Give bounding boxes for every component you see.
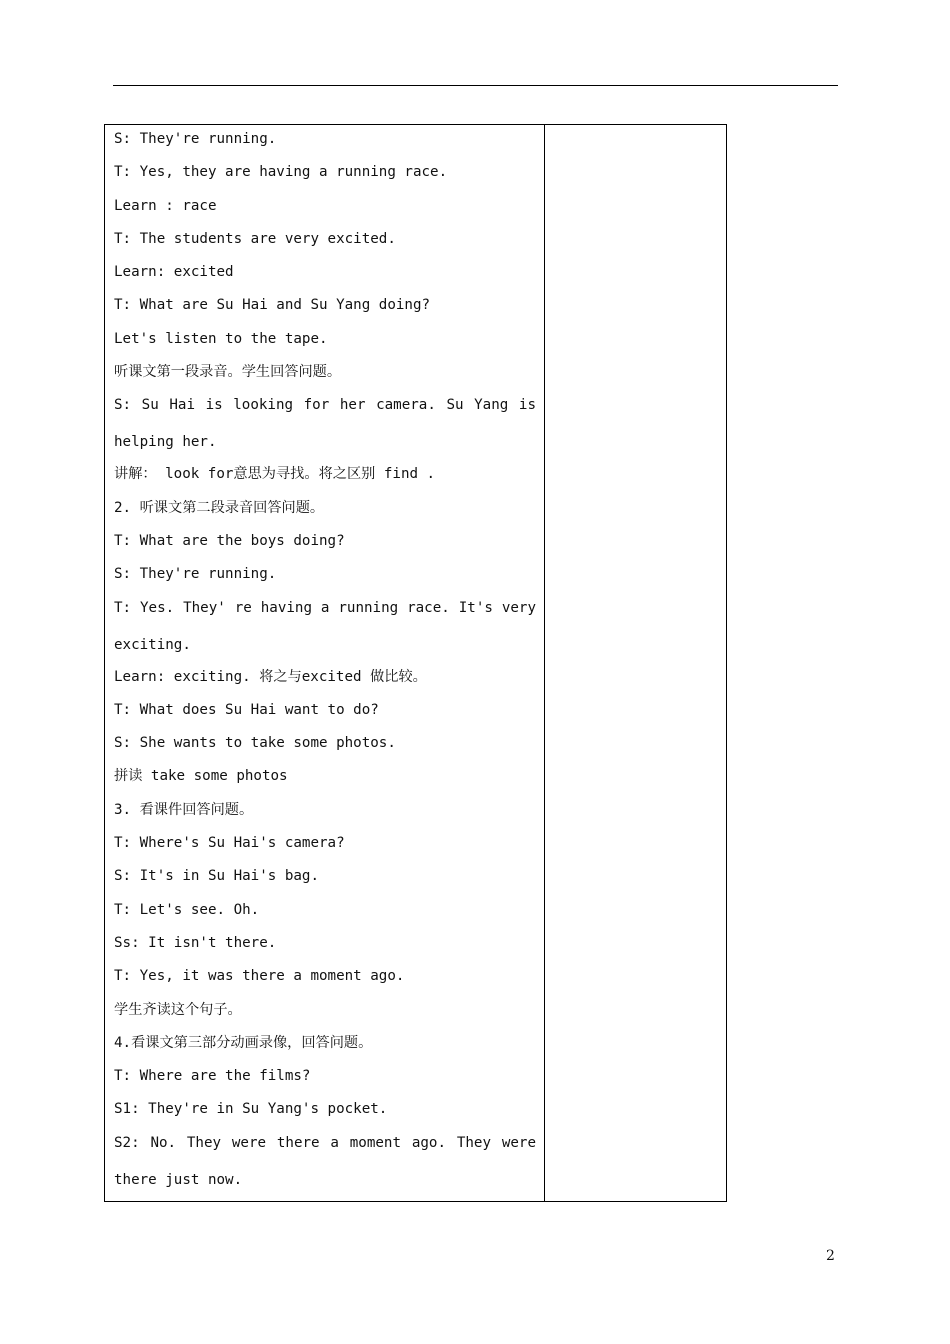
lesson-content-cell: [114, 127, 536, 1200]
content-line: Learn: exciting. 将之与excited 做比较。: [114, 668, 427, 685]
content-line: Learn : race: [114, 197, 217, 214]
content-line: 3. 看课件回答问题。: [114, 801, 254, 818]
content-line: Let's listen to the tape.: [114, 330, 328, 347]
content-line: S: They're running.: [114, 566, 277, 583]
content-line: T: Yes. They' re having a running race. It's very exciting.: [114, 599, 536, 653]
content-line: T: What are Su Hai and Su Yang doing?: [114, 297, 431, 314]
content-line: T: What does Su Hai want to do?: [114, 701, 379, 718]
content-line: S: It's in Su Hai's bag.: [114, 868, 319, 885]
content-line: T: Yes, it was there a moment ago.: [114, 968, 405, 985]
content-line: Ss: It isn't there.: [114, 934, 277, 951]
content-line: T: Yes, they are having a running race.: [114, 164, 448, 181]
content-line: 学生齐读这个句子。: [114, 1001, 242, 1018]
lesson-table: [104, 124, 727, 1202]
content-line: S1: They're in Su Yang's pocket.: [114, 1101, 388, 1118]
content-line: T: Where's Su Hai's camera?: [114, 835, 345, 852]
header-rule: [113, 85, 838, 86]
content-line: S: They're running.: [114, 131, 277, 147]
content-line: S: She wants to take some photos.: [114, 735, 396, 752]
content-line: Learn: excited: [114, 264, 234, 281]
content-line: T: Where are the films?: [114, 1068, 311, 1085]
content-line: 讲解： look for意思为寻找。将之区别 find .: [114, 466, 436, 483]
notes-cell: [545, 125, 726, 1201]
content-line: S: Su Hai is looking for her camera. Su Yang is helping her.: [114, 397, 536, 451]
content-line: T: What are the boys doing?: [114, 532, 345, 549]
content-line: T: The students are very excited.: [114, 230, 396, 247]
content-line: 听课文第一段录音。学生回答问题。: [114, 364, 342, 381]
page-number: 2: [826, 1248, 835, 1264]
content-line: 拼读 take some photos: [114, 768, 288, 785]
content-line: S2: No. They were there a moment ago. They were there just now.: [114, 1134, 536, 1188]
content-line: 2. 听课文第二段录音回答问题。: [114, 499, 325, 516]
content-line: 4.看课文第三部分动画录像，回答问题。: [114, 1034, 373, 1051]
content-line: T: Let's see. Oh.: [114, 901, 260, 918]
